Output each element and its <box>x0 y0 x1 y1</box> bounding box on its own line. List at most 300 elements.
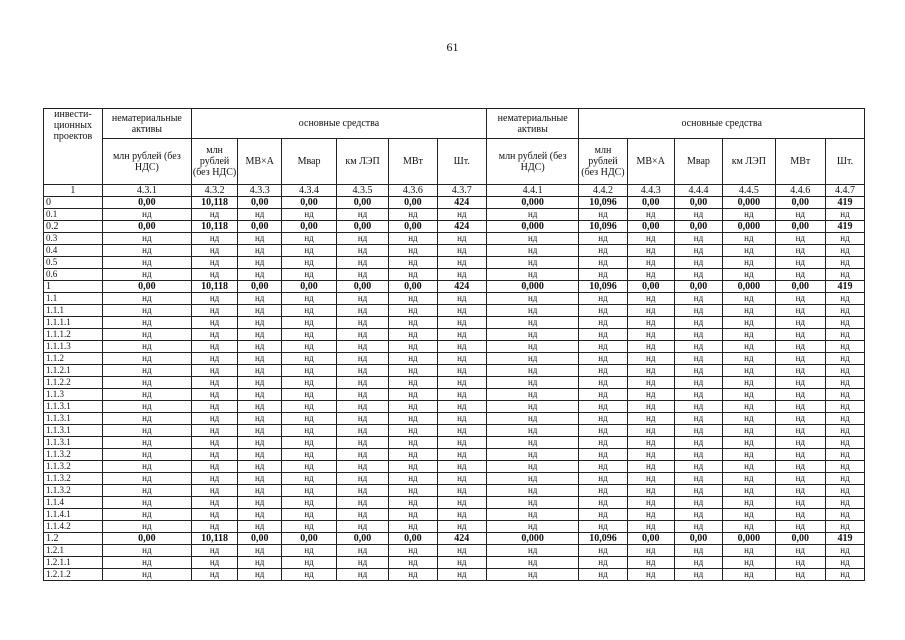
table-cell: нд <box>579 389 627 401</box>
table-cell: нд <box>389 521 437 533</box>
table-cell: нд <box>627 305 674 317</box>
table-cell: нд <box>674 509 722 521</box>
table-cell: 0,00 <box>389 281 437 293</box>
table-cell: 424 <box>437 221 486 233</box>
table-cell: 419 <box>825 197 864 209</box>
table-row <box>44 521 865 533</box>
table-cell: нд <box>437 425 486 437</box>
table-cell: нд <box>102 389 191 401</box>
table-cell: нд <box>627 269 674 281</box>
table-cell: нд <box>191 257 237 269</box>
table-cell: 0,00 <box>336 221 388 233</box>
table-cell: нд <box>102 437 191 449</box>
table-cell: 424 <box>437 197 486 209</box>
table-cell: нд <box>825 269 864 281</box>
row-id: 1.1.3.2 <box>44 461 103 473</box>
table-cell: 10,118 <box>191 281 237 293</box>
table-cell: 0,00 <box>389 197 437 209</box>
table-cell: нд <box>674 521 722 533</box>
column-number: 4.3.5 <box>336 185 388 197</box>
table-cell: нд <box>191 329 237 341</box>
table-cell: 0,00 <box>102 281 191 293</box>
unit-header: МВт <box>775 139 825 185</box>
table-cell: нд <box>437 329 486 341</box>
table-cell: нд <box>191 425 237 437</box>
table-cell: нд <box>627 209 674 221</box>
table-cell: 0,00 <box>627 533 674 545</box>
table-cell: нд <box>437 317 486 329</box>
table-cell: нд <box>437 413 486 425</box>
table-cell: нд <box>723 449 775 461</box>
table-cell: нд <box>723 245 775 257</box>
table-cell: нд <box>238 365 282 377</box>
table-cell: нд <box>723 521 775 533</box>
table-cell: нд <box>191 437 237 449</box>
table-cell: нд <box>674 245 722 257</box>
table-row <box>44 281 865 293</box>
table-cell: нд <box>282 293 337 305</box>
table-cell: нд <box>102 293 191 305</box>
table-cell: нд <box>486 413 578 425</box>
table-row <box>44 293 865 305</box>
table-cell: нд <box>437 245 486 257</box>
table-cell: нд <box>389 233 437 245</box>
table-cell: нд <box>191 509 237 521</box>
column-number: 4.4.5 <box>723 185 775 197</box>
row-id: 0.2 <box>44 221 103 233</box>
table-cell: нд <box>336 341 388 353</box>
table-cell: нд <box>437 377 486 389</box>
table-cell: нд <box>336 569 388 581</box>
table-cell: нд <box>191 317 237 329</box>
table-cell: нд <box>723 509 775 521</box>
table-cell: нд <box>238 473 282 485</box>
table-row <box>44 197 865 209</box>
table-cell: нд <box>238 545 282 557</box>
table-row <box>44 389 865 401</box>
table-cell: 0,00 <box>336 533 388 545</box>
table-cell: нд <box>486 497 578 509</box>
table-cell: нд <box>674 305 722 317</box>
table-cell: нд <box>486 317 578 329</box>
table-cell: нд <box>723 305 775 317</box>
table-cell: нд <box>437 449 486 461</box>
table-cell: 0,00 <box>238 221 282 233</box>
table-cell: нд <box>238 353 282 365</box>
table-cell: нд <box>825 425 864 437</box>
unit-header: км ЛЭП <box>336 139 388 185</box>
table-row <box>44 353 865 365</box>
table-cell: нд <box>389 257 437 269</box>
unit-header: МВт <box>389 139 437 185</box>
table-cell: нд <box>282 413 337 425</box>
table-cell: нд <box>389 293 437 305</box>
table-cell: нд <box>723 365 775 377</box>
table-cell: нд <box>775 353 825 365</box>
table-cell: нд <box>775 449 825 461</box>
table-cell: нд <box>825 233 864 245</box>
table-cell: нд <box>486 377 578 389</box>
table-row <box>44 233 865 245</box>
table-cell: нд <box>579 257 627 269</box>
table-cell: нд <box>627 545 674 557</box>
table-cell: нд <box>825 389 864 401</box>
table-cell: нд <box>336 557 388 569</box>
table-cell: 0,00 <box>282 281 337 293</box>
table-cell: 0,000 <box>486 533 578 545</box>
table-cell: 0,00 <box>336 197 388 209</box>
table-cell: 0,00 <box>775 533 825 545</box>
table-cell: 0,00 <box>102 197 191 209</box>
table-cell: нд <box>775 461 825 473</box>
table-cell: нд <box>674 437 722 449</box>
table-cell: нд <box>336 389 388 401</box>
table-cell: нд <box>336 377 388 389</box>
table-body <box>44 197 865 581</box>
table-cell: нд <box>238 389 282 401</box>
table-cell: 0,00 <box>282 533 337 545</box>
row-id: 1 <box>44 281 103 293</box>
header-intangible-2: нематериальные активы <box>486 109 578 139</box>
row-id: 1.1.4.1 <box>44 509 103 521</box>
table-cell: нд <box>825 437 864 449</box>
table-cell: нд <box>627 317 674 329</box>
table-cell: 0,00 <box>674 281 722 293</box>
table-cell: нд <box>825 545 864 557</box>
table-cell: нд <box>723 473 775 485</box>
table-cell: нд <box>627 413 674 425</box>
table-cell: нд <box>825 401 864 413</box>
table-cell: нд <box>486 437 578 449</box>
table-cell: нд <box>579 437 627 449</box>
table-cell: нд <box>102 461 191 473</box>
table-row <box>44 449 865 461</box>
table-cell: нд <box>191 545 237 557</box>
table-cell: нд <box>486 341 578 353</box>
table-cell: нд <box>437 365 486 377</box>
table-cell: нд <box>775 569 825 581</box>
table-cell: нд <box>389 497 437 509</box>
unit-header: МВ×А <box>238 139 282 185</box>
table-cell: 10,096 <box>579 197 627 209</box>
table-cell: нд <box>723 413 775 425</box>
table-cell: нд <box>775 245 825 257</box>
table-cell: нд <box>627 365 674 377</box>
table-cell: 0,00 <box>238 281 282 293</box>
table-cell: нд <box>486 329 578 341</box>
table-cell: нд <box>627 557 674 569</box>
table-cell: 10,118 <box>191 221 237 233</box>
table-cell: нд <box>437 437 486 449</box>
table-cell: нд <box>775 341 825 353</box>
table-cell: нд <box>723 317 775 329</box>
table-cell: нд <box>579 269 627 281</box>
table-cell: нд <box>389 329 437 341</box>
table-cell: нд <box>437 257 486 269</box>
table-cell: нд <box>282 449 337 461</box>
table-cell: нд <box>674 341 722 353</box>
table-cell: 0,00 <box>389 221 437 233</box>
column-number: 4.4.3 <box>627 185 674 197</box>
column-number: 4.3.6 <box>389 185 437 197</box>
table-cell: 10,096 <box>579 221 627 233</box>
column-number: 4.3.2 <box>191 185 237 197</box>
table-cell: 10,096 <box>579 533 627 545</box>
unit-header: млн рублей (без НДС) <box>579 139 627 185</box>
table-cell: нд <box>775 401 825 413</box>
table-cell: нд <box>389 401 437 413</box>
table-cell: нд <box>336 257 388 269</box>
table-cell: нд <box>282 461 337 473</box>
table-cell: 10,118 <box>191 533 237 545</box>
row-id: 1.1.2.2 <box>44 377 103 389</box>
table-row <box>44 473 865 485</box>
row-id: 1.2.1.2 <box>44 569 103 581</box>
unit-header: Мвар <box>282 139 337 185</box>
column-number: 4.4.1 <box>486 185 578 197</box>
table-cell: нд <box>775 437 825 449</box>
table-row <box>44 365 865 377</box>
table-cell: нд <box>775 365 825 377</box>
table-cell: нд <box>191 389 237 401</box>
table-cell: нд <box>674 329 722 341</box>
table-cell: нд <box>674 497 722 509</box>
table-cell: нд <box>102 473 191 485</box>
table-cell: нд <box>389 449 437 461</box>
table-cell: нд <box>102 569 191 581</box>
table-cell: нд <box>336 245 388 257</box>
table-cell: 0,00 <box>674 221 722 233</box>
table-row <box>44 209 865 221</box>
table-cell: нд <box>282 545 337 557</box>
table-cell: нд <box>825 521 864 533</box>
table-cell: нд <box>389 305 437 317</box>
table-header <box>44 109 865 197</box>
table-cell: нд <box>389 389 437 401</box>
table-cell: 424 <box>437 281 486 293</box>
table-cell: нд <box>486 305 578 317</box>
table-cell: нд <box>191 557 237 569</box>
table-cell: нд <box>627 329 674 341</box>
table-cell: нд <box>723 257 775 269</box>
table-cell: нд <box>389 269 437 281</box>
table-cell: нд <box>674 557 722 569</box>
table-cell: 0,00 <box>282 221 337 233</box>
table-row <box>44 461 865 473</box>
table-cell: нд <box>775 473 825 485</box>
table-cell: нд <box>825 341 864 353</box>
table-cell: нд <box>486 425 578 437</box>
table-cell: 0,00 <box>775 221 825 233</box>
table-cell: 0,00 <box>627 281 674 293</box>
table-cell: нд <box>389 557 437 569</box>
table-cell: нд <box>825 461 864 473</box>
table-cell: нд <box>102 353 191 365</box>
table-row <box>44 485 865 497</box>
table-cell: нд <box>825 557 864 569</box>
table-cell: нд <box>102 317 191 329</box>
table-cell: нд <box>627 449 674 461</box>
table-cell: нд <box>486 509 578 521</box>
table-cell: нд <box>579 413 627 425</box>
table-cell: нд <box>579 509 627 521</box>
table-cell: нд <box>282 317 337 329</box>
table-cell: нд <box>579 353 627 365</box>
unit-header: млн рублей (без НДС) <box>191 139 237 185</box>
table-cell: нд <box>102 557 191 569</box>
table-cell: 0,00 <box>775 197 825 209</box>
column-number: 4.4.7 <box>825 185 864 197</box>
table-cell: нд <box>723 461 775 473</box>
table-cell: нд <box>627 353 674 365</box>
table-cell: нд <box>336 401 388 413</box>
table-cell: нд <box>191 449 237 461</box>
table-cell: нд <box>389 509 437 521</box>
table-cell: нд <box>674 569 722 581</box>
table-cell: нд <box>437 305 486 317</box>
table-cell: нд <box>775 317 825 329</box>
table-cell: нд <box>775 509 825 521</box>
table-cell: нд <box>102 233 191 245</box>
table-cell: нд <box>486 209 578 221</box>
table-cell: нд <box>102 509 191 521</box>
table-cell: нд <box>775 545 825 557</box>
table-cell: нд <box>723 377 775 389</box>
table-cell: нд <box>336 509 388 521</box>
investment-table <box>43 108 865 581</box>
table-cell: нд <box>238 329 282 341</box>
table-cell: нд <box>102 305 191 317</box>
table-cell: нд <box>336 233 388 245</box>
table-cell: нд <box>336 473 388 485</box>
table-cell: нд <box>825 245 864 257</box>
table-cell: нд <box>437 461 486 473</box>
table-cell: нд <box>579 377 627 389</box>
unit-header: Шт. <box>437 139 486 185</box>
table-cell: нд <box>102 497 191 509</box>
table-row <box>44 257 865 269</box>
table-cell: нд <box>486 257 578 269</box>
table-cell: нд <box>825 449 864 461</box>
table-cell: нд <box>579 449 627 461</box>
table-cell: нд <box>336 317 388 329</box>
table-cell: нд <box>674 425 722 437</box>
table-cell: нд <box>102 269 191 281</box>
table-cell: нд <box>775 329 825 341</box>
unit-header: млн рублей (без НДС) <box>486 139 578 185</box>
table-cell: нд <box>282 485 337 497</box>
table-cell: нд <box>674 353 722 365</box>
table-cell: нд <box>336 497 388 509</box>
table-cell: нд <box>282 377 337 389</box>
column-number: 4.3.3 <box>238 185 282 197</box>
row-id: 0.3 <box>44 233 103 245</box>
table-cell: нд <box>825 209 864 221</box>
table-cell: нд <box>579 341 627 353</box>
table-cell: 0,00 <box>238 533 282 545</box>
table-cell: нд <box>238 497 282 509</box>
table-cell: нд <box>825 497 864 509</box>
table-cell: нд <box>579 545 627 557</box>
row-id: 1.1.3 <box>44 389 103 401</box>
table-cell: нд <box>775 389 825 401</box>
table-cell: нд <box>389 365 437 377</box>
table-cell: нд <box>191 413 237 425</box>
table-cell: нд <box>238 461 282 473</box>
table-cell: нд <box>191 497 237 509</box>
table-cell: нд <box>825 413 864 425</box>
table-cell: нд <box>238 233 282 245</box>
row-id: 1.1.1.2 <box>44 329 103 341</box>
table-cell: 0,00 <box>627 221 674 233</box>
row-id: 1.1.4.2 <box>44 521 103 533</box>
table-cell: 10,118 <box>191 197 237 209</box>
table-cell: нд <box>389 317 437 329</box>
table-cell: нд <box>579 461 627 473</box>
table-cell: нд <box>627 461 674 473</box>
row-id: 1.1.3.1 <box>44 413 103 425</box>
table-cell: нд <box>389 461 437 473</box>
header-fixed-assets-2: основные средства <box>579 109 865 139</box>
table-cell: нд <box>102 329 191 341</box>
table-cell: нд <box>825 305 864 317</box>
table-cell: нд <box>238 485 282 497</box>
table-cell: нд <box>389 545 437 557</box>
table-cell: 0,00 <box>674 533 722 545</box>
table-row <box>44 425 865 437</box>
table-cell: нд <box>775 233 825 245</box>
table-cell: нд <box>437 521 486 533</box>
table-cell: нд <box>437 509 486 521</box>
table-cell: 0,000 <box>723 221 775 233</box>
table-cell: нд <box>775 269 825 281</box>
table-cell: нд <box>775 425 825 437</box>
table-cell: нд <box>238 401 282 413</box>
table-cell: нд <box>486 269 578 281</box>
table-cell: нд <box>389 341 437 353</box>
table-cell: нд <box>775 257 825 269</box>
row-id: 1.1.4 <box>44 497 103 509</box>
table-cell: нд <box>627 425 674 437</box>
table-cell: нд <box>775 377 825 389</box>
unit-header: МВ×А <box>627 139 674 185</box>
table-cell: нд <box>627 437 674 449</box>
table-cell: нд <box>238 305 282 317</box>
table-cell: нд <box>627 509 674 521</box>
column-number: 4.3.1 <box>102 185 191 197</box>
table-cell: 0,00 <box>775 281 825 293</box>
table-cell: нд <box>674 545 722 557</box>
table-row <box>44 221 865 233</box>
table-cell: 0,00 <box>627 197 674 209</box>
table-cell: нд <box>282 329 337 341</box>
table-cell: нд <box>282 365 337 377</box>
table-cell: нд <box>627 293 674 305</box>
table-cell: нд <box>486 569 578 581</box>
table-cell: нд <box>437 293 486 305</box>
table-cell: нд <box>282 425 337 437</box>
table-cell: нд <box>674 257 722 269</box>
table-cell: нд <box>102 245 191 257</box>
unit-header: км ЛЭП <box>723 139 775 185</box>
table-cell: нд <box>437 341 486 353</box>
table-cell: нд <box>723 437 775 449</box>
table-cell: нд <box>238 257 282 269</box>
table-row <box>44 317 865 329</box>
table-cell: нд <box>723 401 775 413</box>
table-cell: нд <box>389 413 437 425</box>
table-cell: нд <box>282 305 337 317</box>
